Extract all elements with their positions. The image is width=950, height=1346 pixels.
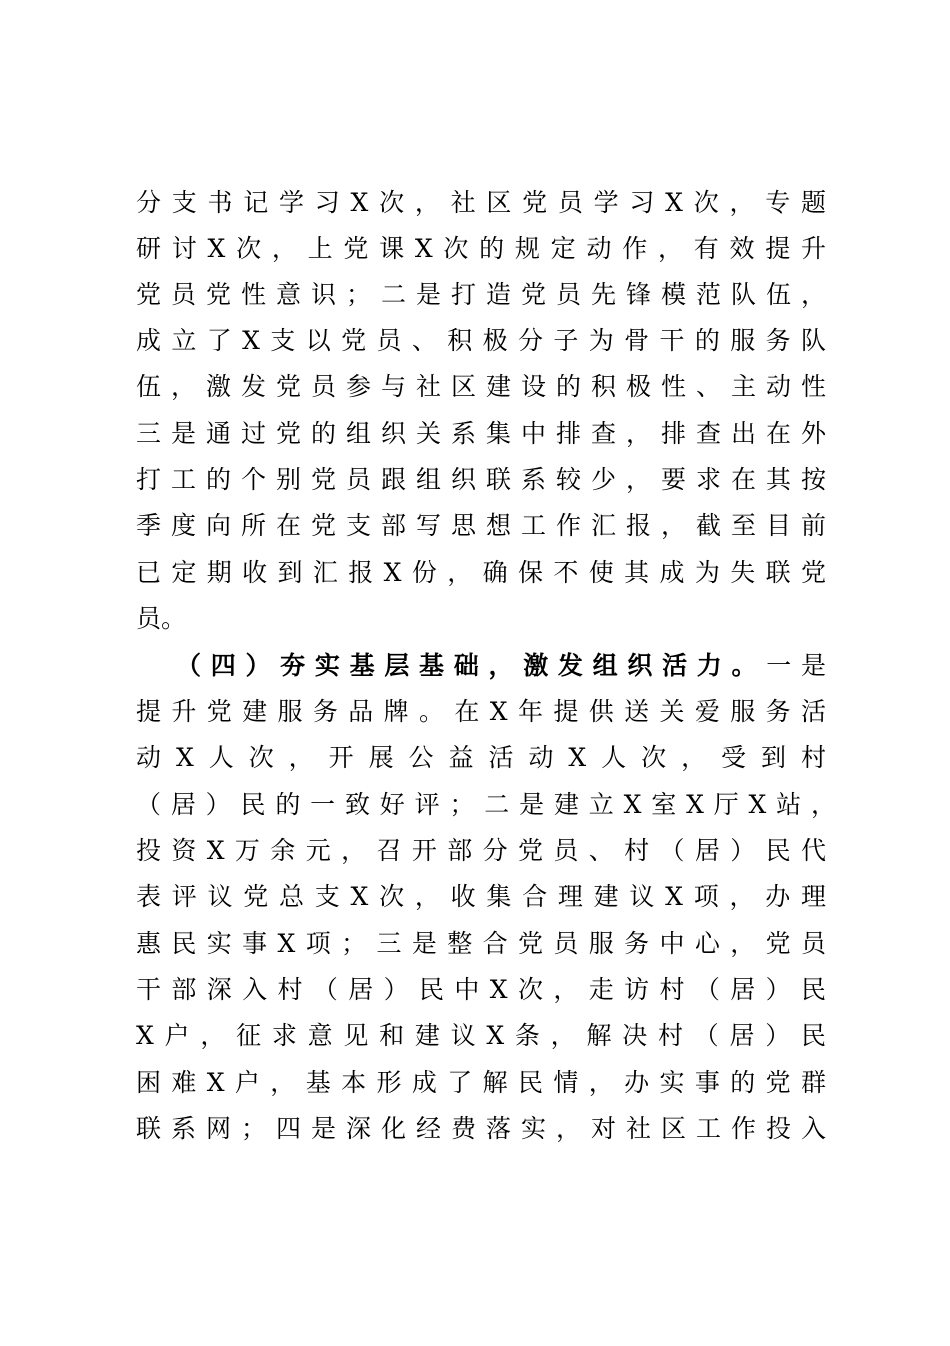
paragraph-line: 提升党建服务品牌。在X年提供送关爱服务活 xyxy=(136,697,826,726)
paragraph-line: 分支书记学习X次，社区党员学习X次，专题 xyxy=(136,188,826,217)
paragraph-line: 研讨X次，上党课X次的规定动作，有效提升 xyxy=(136,234,826,263)
paragraph-line: 联系网；四是深化经费落实，对社区工作投入 xyxy=(136,1114,826,1143)
section-heading-tail: 一是 xyxy=(766,651,826,680)
paragraph-line: 伍，激发党员参与社区建设的积极性、主动性 xyxy=(136,372,826,401)
section-heading-line xyxy=(176,646,826,686)
paragraph-line: （居）民的一致好评；二是建立X室X厅X站， xyxy=(136,790,836,819)
paragraph-line: 惠民实事X项；三是整合党员服务中心，党员 xyxy=(136,929,826,958)
paragraph-line: X户，征求意见和建议X条，解决村（居）民 xyxy=(136,1021,826,1050)
paragraph-line: 困难X户，基本形成了解民情，办实事的党群 xyxy=(136,1068,826,1097)
paragraph-line: 成立了X支以党员、积极分子为骨干的服务队 xyxy=(136,326,826,355)
paragraph-line: 动X人次，开展公益活动X人次，受到村 xyxy=(136,743,826,772)
paragraph-line: 打工的个别党员跟组织联系较少，要求在其按 xyxy=(136,465,826,494)
paragraph-line: 季度向所在党支部写思想工作汇报，截至目前 xyxy=(136,511,826,540)
paragraph-line: 干部深入村（居）民中X次，走访村（居）民 xyxy=(136,975,826,1004)
paragraph-line: 已定期收到汇报X份，确保不使其成为失联党 xyxy=(136,558,826,587)
paragraph-line: 党员党性意识；二是打造党员先锋模范队伍， xyxy=(136,280,826,309)
paragraph-line: 表评议党总支X次，收集合理建议X项，办理 xyxy=(136,882,826,911)
paragraph-line: 投资X万余元，召开部分党员、村（居）民代 xyxy=(136,836,826,865)
paragraph-line: 员。 xyxy=(136,604,187,633)
paragraph-line: 三是通过党的组织关系集中排查，排查出在外 xyxy=(136,419,826,448)
section-heading: （四）夯实基层基础，激发组织活力。 xyxy=(176,651,767,680)
